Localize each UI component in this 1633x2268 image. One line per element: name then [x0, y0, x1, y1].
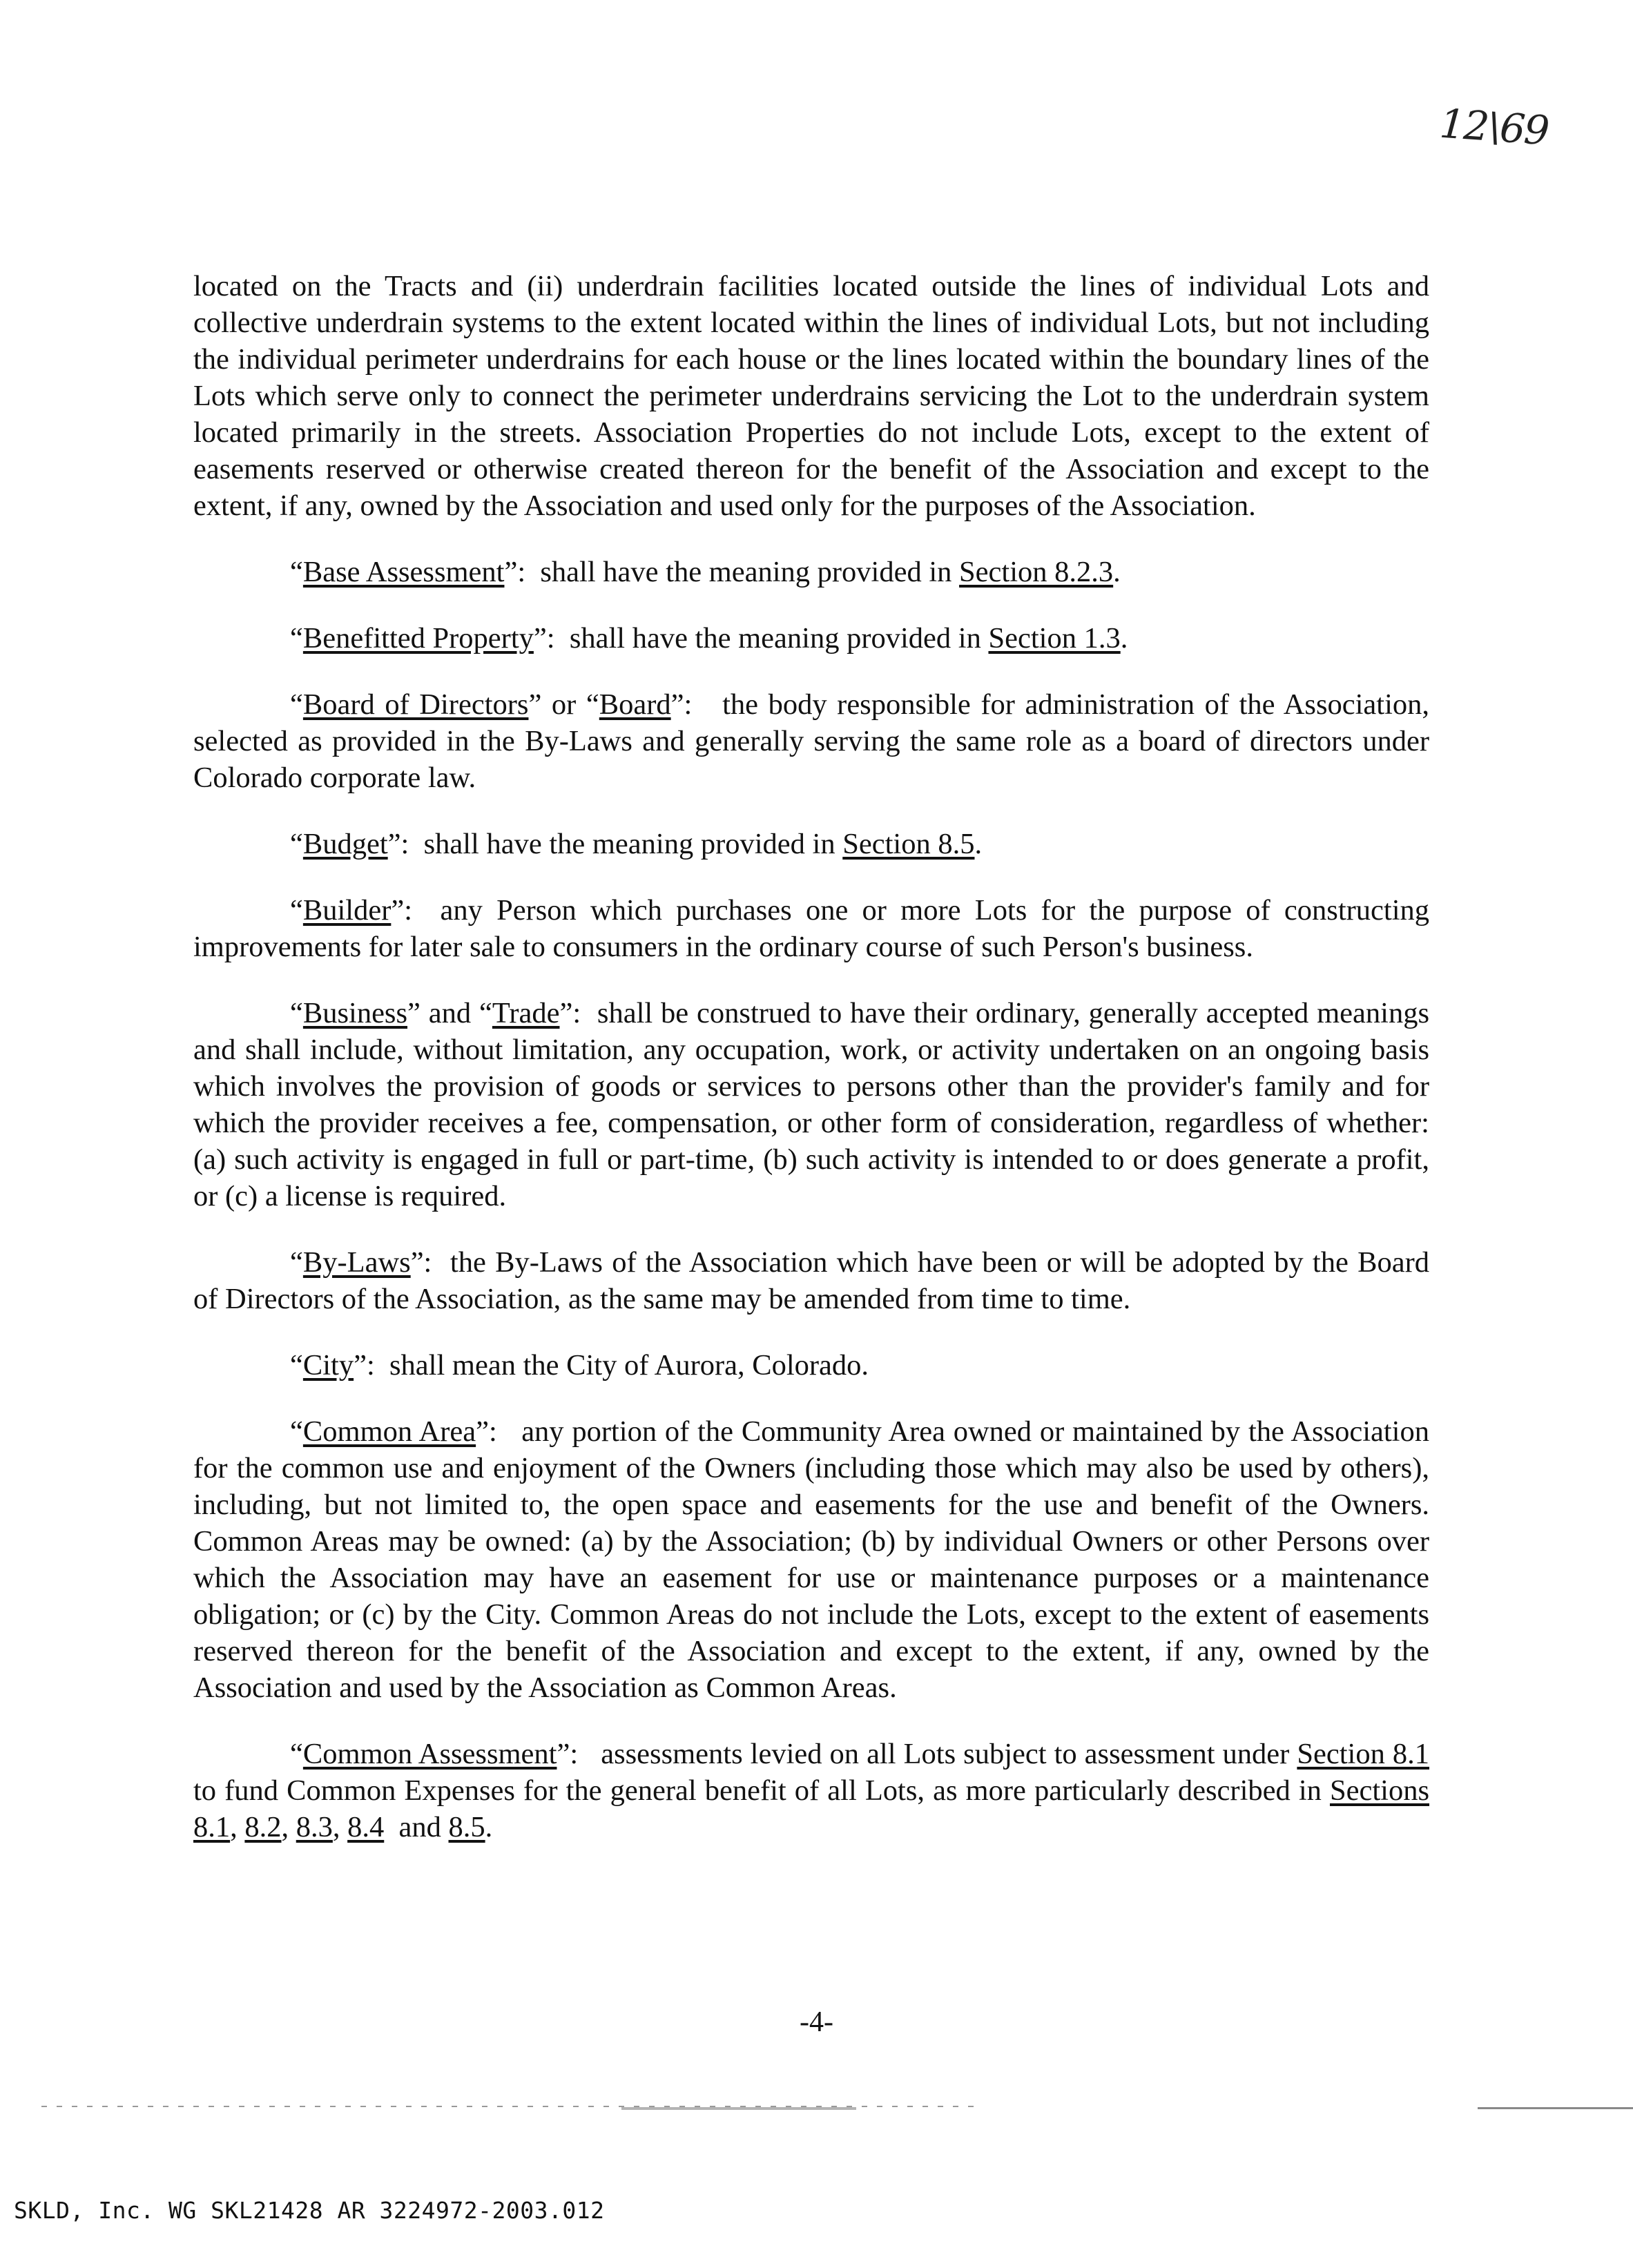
term-board: Board	[599, 688, 671, 721]
term-city: City	[302, 1349, 354, 1382]
definition-common-assessment: “Common Assessment”: assessments levied on all Lots subject to assessment under Section 8.1 to fund Common Expenses for the general benefit of all Lots, as more particularly described in Sections 8.1, 8.2, 8.3, 8.4 and 8.5.	[193, 1738, 1429, 1843]
definition-common-area: “Common Area”: any portion of the Community Area owned or maintained by the Association for the common use and enjoyment of the Owners (including those which may also be used by others), including, but not limited to, the open space and easements for the use and benefit of the Owners. Common Areas may be owned: (a) by the Association; (b) by individual Owners or other Persons over which the Association may have an easement for use or maintenance purposes or a maintenance obligation; or (c) by the City. Common Areas do not include the Lots, except to the extent of easements reserved thereon for the benefit of the Association and except to the extent, if any, owned by the Association and used by the Association as Common Areas.	[193, 1415, 1429, 1704]
document-body	[193, 268, 1429, 1875]
section-reference: Section 8.1	[1297, 1738, 1429, 1770]
term-board-of-directors: Board of Directors	[302, 688, 529, 721]
term-business: Business	[302, 997, 408, 1029]
term-budget: Budget	[302, 828, 388, 860]
term-trade: Trade	[492, 997, 560, 1029]
term-bylaws: By-Laws	[302, 1246, 411, 1279]
section-reference: Section 1.3	[988, 622, 1121, 655]
definition-budget: “Budget”: shall have the meaning provided in Section 8.5.	[290, 828, 983, 860]
connector-and: and	[398, 1811, 441, 1843]
document-footer: SKLD, Inc. WG SKL21428 AR 3224972-2003.012	[14, 2197, 605, 2224]
section-reference: 8.2	[244, 1811, 282, 1843]
definition-city: “City”: shall mean the City of Aurora, Colorado.	[290, 1349, 869, 1382]
section-reference: 8.3	[296, 1811, 333, 1843]
section-reference: 8.4	[347, 1811, 385, 1843]
term-common-area: Common Area	[302, 1415, 476, 1448]
definition-text: shall be construed to have their ordinary, generally accepted meanings and shall include, without limitation, any occupation, work, or activity undertaken on an ongoing basis which involves the provision of goods or services to persons other than the provider's family and for which the provider receives a fee, compensation, or other form of consideration, regardless of whether: (a) such activity is engaged in full or part-time, (b) such activity is intended to or does generate a profit, or (c) a license is required.	[193, 997, 1429, 1212]
definition-text: shall have the meaning provided in	[423, 828, 835, 860]
definition-text: shall have the meaning provided in	[540, 556, 952, 588]
section-reference: 8.5	[448, 1811, 485, 1843]
term-base-assessment: Base Assessment	[302, 556, 505, 588]
definition-text: the By-Laws of the Association which have been or will be adopted by the Board of Directors of the Association, as the same may be amended from time to time.	[193, 1246, 1429, 1315]
definition-builder: “Builder”: any Person which purchases one or more Lots for the purpose of constructing improvements for later sale to consumers in the ordinary course of such Person's business.	[193, 894, 1430, 963]
connector-and: and	[428, 997, 472, 1029]
term-benefitted-property: Benefitted Property	[302, 622, 534, 655]
continuation-paragraph	[193, 268, 1429, 524]
definition-text: assessments levied on all Lots subject to assessment under	[601, 1738, 1290, 1770]
handwritten-page-mark: 12\69	[1438, 99, 1550, 155]
definition-text: any portion of the Community Area owned or maintained by the Association for the common use and enjoyment of the Owners (including those which may also be used by others), including, but not limited to, the open space and easements for the use and benefit of the Owners. Common Areas may be owned: (a) by the Association; (b) by individual Owners or other Persons over which the Association may have an easement for use or maintenance purposes or a maintenance obligation; or (c) by the City. Common Areas do not include the Lots, except to the extent of easements reserved thereon for the benefit of the Association and except to the extent, if any, owned by the Association and used by the Association as Common Areas.	[193, 1415, 1429, 1704]
scan-artifact-line	[621, 2107, 856, 2110]
continuation-text: located on the Tracts and (ii) underdrain facilities located outside the lines of individual Lots and collective underdrain systems to the extent located within the lines of individual Lots, but not including the individual perimeter underdrains for each house or the lines located within the boundary lines of the Lots which serve only to connect the perimeter underdrains servicing the Lot to the underdrain system located primarily in the streets. Association Properties do not include Lots, except to the extent of easements reserved or otherwise created thereon for the benefit of the Association and except to the extent, if any, owned by the Association and used only for the purposes of the Association.	[193, 270, 1429, 522]
definition-benefitted-property: “Benefitted Property”: shall have the meaning provided in Section 1.3.	[290, 622, 1128, 655]
definition-text: shall have the meaning provided in	[569, 622, 981, 655]
definition-text: shall mean the City of Aurora, Colorado.	[389, 1349, 869, 1382]
definition-text: the body responsible for administration of the Association, selected as provided in the By-Laws and generally serving the same role as a board of directors under Colorado corporate law.	[193, 688, 1430, 794]
section-reference: Sections 8.1	[193, 1774, 1429, 1843]
definition-text: any Person which purchases one or more Lots for the purpose of constructing improvements for later sale to consumers in the ordinary course of such Person's business.	[193, 894, 1430, 963]
section-reference: Section 8.5	[842, 828, 975, 860]
section-reference: Section 8.2.3	[959, 556, 1114, 588]
definition-board: “Board of Directors” or “Board”: the body responsible for administration of the Association, selected as provided in the By-Laws and generally serving the same role as a board of directors under Colorado corporate law.	[193, 688, 1430, 794]
page-number: -4-	[800, 2006, 833, 2038]
definition-text: to fund Common Expenses for the general benefit of all Lots, as more particularly described in	[193, 1774, 1322, 1807]
scan-artifact-line	[1478, 2107, 1633, 2109]
connector-or: or	[551, 688, 577, 721]
term-builder: Builder	[302, 894, 392, 927]
term-common-assessment: Common Assessment	[302, 1738, 557, 1770]
definition-business-trade: “Business” and “Trade”: shall be construed to have their ordinary, generally accepted meanings and shall include, without limitation, any occupation, work, or activity undertaken on an ongoing basis which involves the provision of goods or services to persons other than the provider's family and for which the provider receives a fee, compensation, or other form of consideration, regardless of whether: (a) such activity is engaged in full or part-time, (b) such activity is intended to or does generate a profit, or (c) a license is required.	[193, 997, 1429, 1212]
definition-base-assessment: “Base Assessment”: shall have the meaning provided in Section 8.2.3.	[290, 556, 1121, 588]
definition-bylaws: “By-Laws”: the By-Laws of the Association which have been or will be adopted by the Board of Directors of the Association, as the same may be amended from time to time.	[193, 1246, 1429, 1315]
